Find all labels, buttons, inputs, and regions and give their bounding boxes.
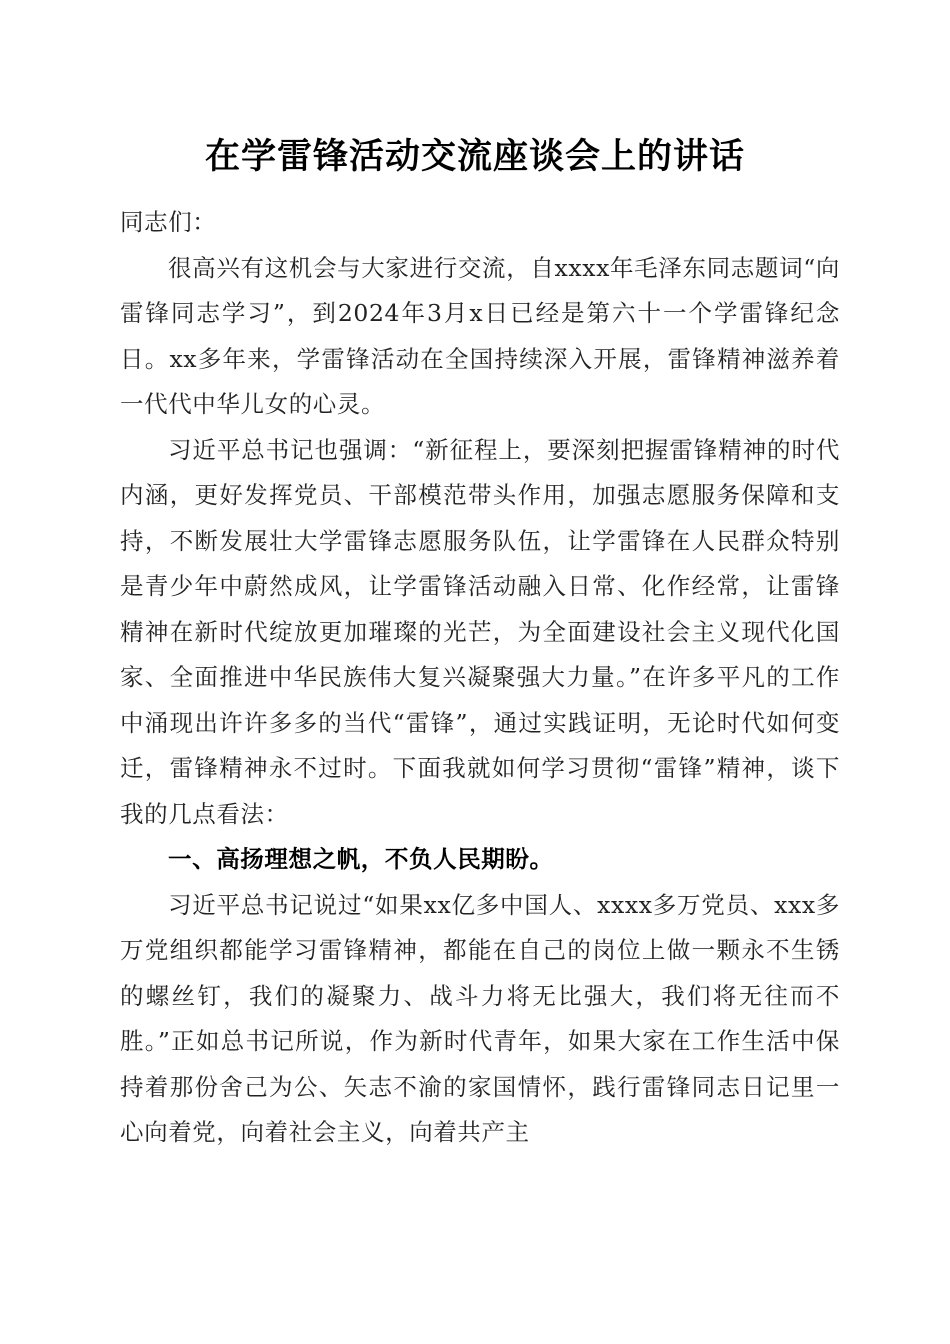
- salutation: 同志们：: [120, 208, 217, 236]
- paragraph-intro: 很高兴有这机会与大家进行交流，自xxxx年毛泽东同志题词“向雷锋同志学习”，到2024年3月x日已经是第六十一个学雷锋纪念日。xx多年来，学雷锋活动在全国持续深入开展，雷锋精神滋养着一代代中华儿女的心灵。: [120, 253, 840, 418]
- document-title: 在学雷锋活动交流座谈会上的讲话: [204, 136, 745, 177]
- paragraph-section-one: 习近平总书记说过“如果xx亿多中国人、xxxx多万党员、xxx多万党组织都能学习雷锋精神，都能在自己的岗位上做一颗永不生锈的螺丝钉，我们的凝聚力、战斗力将无比强大，我们将无往而不胜。”正如总书记所说，作为新时代青年，如果大家在工作生活中保持着那份舍己为公、矢志不渝的家国情怀，践行雷锋同志日记里一心向着党，向着社会主义，向着共产主: [120, 890, 840, 1146]
- section-heading: 一、高扬理想之帆，不负人民期盼。: [168, 845, 554, 873]
- paragraph-quote: 习近平总书记也强调：“新征程上，要深刻把握雷锋精神的时代内涵，更好发挥党员、干部模范带头作用，加强志愿服务保障和支持，不断发展壮大学雷锋志愿服务队伍，让学雷锋在人民群众特别是青少年中蔚然成风，让学雷锋活动融入日常、化作经常，让雷锋精神在新时代绽放更加璀璨的光芒，为全面建设社会主义现代化国家、全面推进中华民族伟大复兴凝聚强大力量。”在许多平凡的工作中涌现出许许多多的当代“雷锋”，通过实践证明，无论时代如何变迁，雷锋精神永不过时。下面我就如何学习贯彻“雷锋”精神，谈下我的几点看法：: [120, 435, 840, 828]
- document-body: [120, 200, 840, 1156]
